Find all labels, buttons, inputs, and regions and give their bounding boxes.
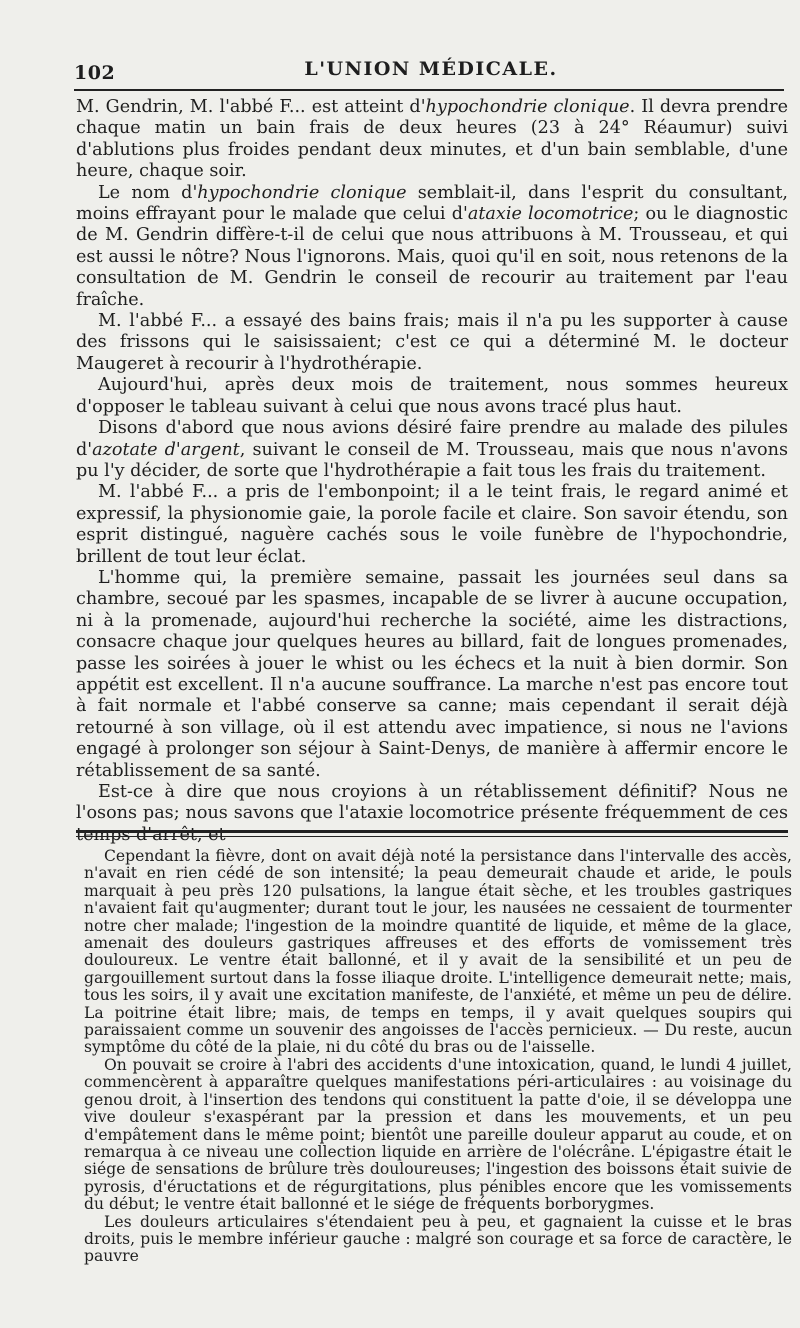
note-paragraph [84, 1214, 792, 1266]
page-header [72, 52, 790, 88]
main-text: semblait-il, dans l'esprit du consultant, moins effrayant pour le malade que celui d' [76, 182, 788, 225]
main-text: Disons d'abord que nous avions désiré faire prendre au malade des pilules d' [76, 418, 788, 460]
main-italic-text: hypochondrie clonique [197, 182, 407, 203]
main-text: Le nom d' [98, 182, 198, 203]
main-text: M. Gendrin, M. l'abbé F... est atteint d' [76, 97, 426, 117]
header-rule [74, 89, 784, 91]
main-paragraph [76, 183, 788, 311]
main-paragraph [76, 97, 788, 183]
running-title: L'UNION MÉDICALE. [304, 58, 558, 80]
main-text: M. l'abbé F... a essayé des bains frais; mais il n'a pu les supporter à cause des frissons qui le saisissaient; c'est ce qui a déterminé M. le docteur Maugeret à recourir à l'hydrothérapie. [76, 311, 788, 374]
main-text: Aujourd'hui, après deux mois de traitement, nous sommes heureux d'opposer le tableau suivant à celui que nous avons tracé plus haut. [76, 375, 788, 417]
main-text: L'homme qui, la première semaine, passait les journées seul dans sa chambre, secoué par les spasmes, incapable de se livrer à aucune occupation, ni à la promenade, aujourd'hui recherche la société, aime les distractions, consacre chaque jour quelques heures au billard, fait de longues promenades, passe les soirées à jouer le whist ou les échecs et la nuit à bien dormir. Son appétit est excellent. Il n'a aucune souffrance. La marche n'est pas encore tout à fait normale et l'abbé conserve sa canne; mais cependant il serait déjà retourné à son village, où il est attendu avec impatience, si nous ne l'avions engagé à prolonger son séjour à Saint-Denys, de manière à affermir encore le rétablissement de sa santé. [76, 567, 788, 781]
main-italic-text: azotate d'argent [92, 439, 240, 460]
page-number: 102 [74, 62, 116, 84]
note-text: On pouvait se croire à l'abri des accidents d'une intoxication, quand, le lundi 4 juillet, commencèrent à apparaître quelques manifestations péri-articulaires : au voisinage du genou droit, à l'insertion des tendons qui constituent la patte d'oie, il se développa une vive douleur s'exaspérant par la pression et dans les mouvements, et un peu d'empâtement dans le même point; bientôt une pareille douleur apparut au coude, et on remarqua à ce niveau une collection liquide en arrière de l'olécrâne. L'épigastre était le siége de sensations de brûlure très douloureuses; l'ingestion des boissons était suivie de pyrosis, d'éructations et de régurgitations, plus pénibles encore que les vomissements du début; le ventre était ballonné et le siége de fréquents borborygmes. [84, 1055, 792, 1214]
main-paragraph [76, 311, 788, 375]
main-paragraph [76, 482, 788, 568]
main-text: ; ou le diagnostic de M. Gendrin diffère-t-il de celui que nous attribuons à M. Trousseau, et qui est aussi le nôtre? Nous l'ignorons. Mais, quoi qu'il en soit, nous retenons de la consultation de M. Gendrin le conseil de recourir au traitement par l'eau fraîche. [76, 204, 789, 310]
note-paragraph [84, 1057, 792, 1214]
note-text: Les douleurs articulaires s'étendaient peu à peu, et gagnaient la cuisse et le bras droits, puis le membre inférieur gauche : malgré son courage et sa force de caractère, le pauvre [84, 1212, 792, 1266]
feuilleton-text [84, 848, 792, 1266]
footnote-divider [76, 830, 788, 837]
main-text: Est-ce à dire que nous croyions à un rétablissement définitif? Nous ne l'osons pas; nous savons que l'ataxie locomotrice présente fréquemment de ces temps d'arrêt, et [76, 782, 788, 845]
main-paragraph [76, 568, 788, 782]
main-text: . Il devra prendre chaque matin un bain frais de deux heures (23 à 24° Réaumur) suivi d'ablutions plus froides pendant deux minutes, et d'un bain semblable, d'une heure, chaque soir. [76, 97, 789, 182]
note-paragraph [84, 848, 792, 1057]
main-paragraph [76, 418, 788, 482]
note-text: Cependant la fièvre, dont on avait déjà noté la persistance dans l'intervalle des accès, n'avait en rien cédé de son intensité; la peau demeurait chaude et aride, le pouls marquait à peu près 120 pulsations, la langue était sèche, et les troubles gastriques n'avaient fait qu'augmenter; durant tout le jour, les nausées ne cessaient de tourmenter notre cher malade; l'ingestion de la moindre quantité de liquide, et même de la glace, amenait des douleurs gastriques affreuses et des efforts de vomissement très douloureux. Le ventre était ballonné, et il y avait de la sensibilité et un peu de gargouillement surtout dans la fosse iliaque droite. L'intelligence demeurait nette; mais, tous les soirs, il y avait une excitation manifeste, de l'anxiété, et même un peu de délire. La poitrine était libre; mais, de temps en temps, il y avait quelques soupirs qui paraissaient comme un souvenir des angoisses de l'accès pernicieux. — Du reste, aucun symptôme du côté de la plaie, ni du côté du bras ou de l'aisselle. [84, 847, 792, 1057]
main-paragraph [76, 375, 788, 418]
main-text: M. l'abbé F... a pris de l'embonpoint; il a le teint frais, le regard animé et expressif, la physionomie gaie, la porole facile et claire. Son savoir étendu, son esprit distingué, naguère cachés sous le voile funèbre de l'hypochondrie, brillent de tout leur éclat. [76, 482, 788, 567]
main-body-text [76, 97, 788, 846]
main-text: , suivant le conseil de M. Trousseau, mais que nous n'avons pu l'y décider, de sorte que l'hydrothérapie a fait tous les frais du traitement. [76, 439, 789, 481]
main-italic-text: ataxie locomotrice [467, 204, 634, 225]
main-italic-text: hypochondrie clonique [425, 97, 630, 117]
